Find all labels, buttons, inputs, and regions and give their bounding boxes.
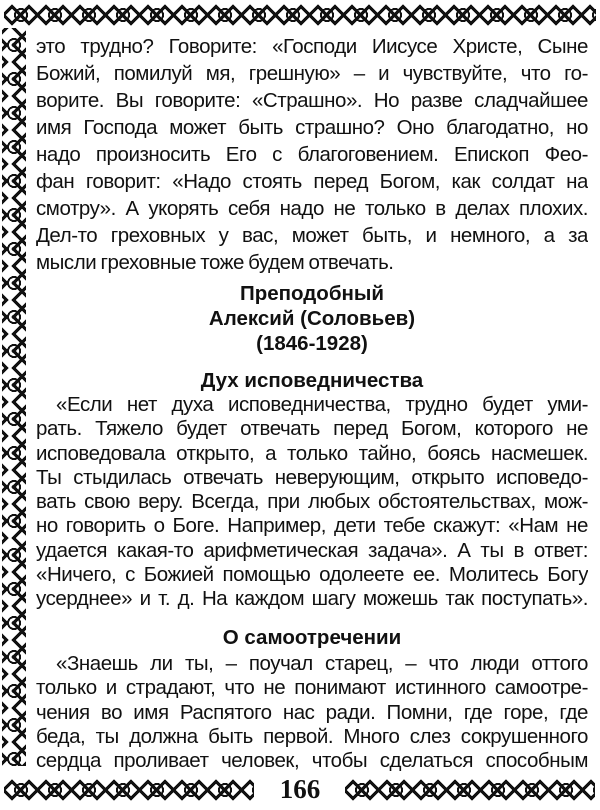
text-line: усерднее» и т. д. На каждом шагу можешь так поступать».: [36, 587, 588, 611]
text-line: имя Господа может быть страшно? Оно благодатно, но: [36, 116, 588, 139]
author-title: Преподобный: [240, 282, 384, 305]
text-line: беда, ты должна быть первой. Много слез сокрушенного: [36, 724, 588, 748]
section-title: Дух исповедничества: [200, 369, 424, 392]
text-line: Божий, помилуй мя, грешную» – и чувствуйте, что го-: [36, 62, 588, 85]
author-years: (1846-1928): [256, 332, 368, 355]
text-line: удается какая-то арифметическая задача». А ты в ответ:: [36, 538, 588, 562]
ornamental-border-left: [2, 28, 26, 766]
text-line: но говорить о Боге. Например, дети тебе скажут: «Нам не: [36, 514, 588, 538]
text-line: это трудно? Говорите: «Господи Иисусе Христе, Сыне: [36, 35, 588, 58]
section-paragraph: [36, 393, 588, 612]
text-line: «Ничего, с Божией помощью одолеете ее. Молитесь Богу: [36, 563, 588, 587]
text-line: «Знаешь ли ты, – поучал старец, – что люди оттого: [56, 652, 588, 675]
text-line: фан говорит: «Надо стоять перед Богом, как солдат на: [36, 170, 588, 193]
text-line: исповедовала открыто, а только тайно, боясь насмешек.: [36, 441, 588, 465]
text-line: мысли греховные тоже будем отвечать.: [36, 251, 394, 274]
page-number: 166: [279, 774, 321, 804]
text-line: «Если нет духа исповедничества, трудно будет уми-: [56, 393, 588, 416]
author-heading: [36, 281, 588, 356]
text-line: надо произносить Его с благоговением. Епископ Фео-: [36, 143, 588, 166]
author-name: Алексий (Соловьев): [208, 307, 416, 330]
text-line: рать. Тяжело будет отвечать перед Богом, которого не: [36, 417, 588, 441]
text-line: сердца проливает человек, чтобы сделаться способным: [36, 749, 588, 773]
text-line: чения во имя Распятого нас ради. Помни, где горе, где: [36, 700, 588, 724]
ornamental-border-top: [4, 2, 596, 28]
text-line: Ты стыдилась отвечать неверующим, открыто исповедо-: [36, 465, 588, 489]
text-line: вать свою веру. Всегда, при любых обстоятельствах, мож-: [36, 490, 588, 514]
top-paragraph: [36, 33, 588, 276]
text-line: только и страдают, что не понимают истинного самоотре-: [36, 676, 588, 700]
text-line: смотру». А укорять себя надо не только в делах плохих.: [36, 197, 588, 220]
text-line: Дел-то греховных у вас, может быть, и немного, а за: [36, 224, 588, 247]
ornamental-border-bottom-left: [4, 777, 254, 803]
ornamental-border-bottom-right: [345, 777, 595, 803]
text-line: ворите. Вы говорите: «Страшно». Но разве сладчайшее: [36, 89, 588, 112]
section-title: О самоотречении: [222, 626, 402, 649]
section-paragraph: [36, 652, 588, 773]
